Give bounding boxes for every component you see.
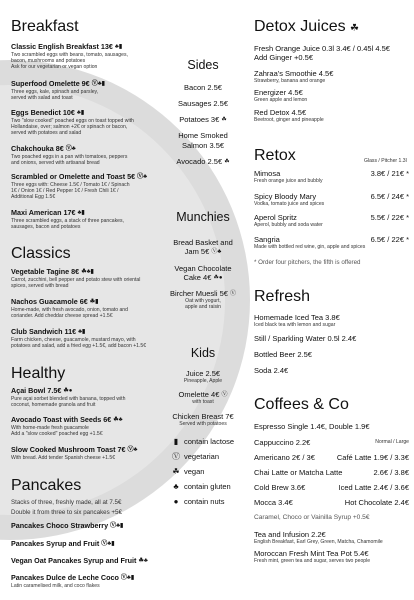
menu-item: Bottled Beer 2.5€ xyxy=(254,350,312,359)
menu-item xyxy=(11,416,123,437)
side-item: Bacon 2.5€ xyxy=(184,83,222,92)
wheat-icon: ♣ xyxy=(126,575,131,581)
wheat-icon: ♣ xyxy=(116,523,121,529)
menu-item xyxy=(254,213,409,228)
item-desc: Hollandaise, over; salmon +2€ or spinach or bacon, xyxy=(11,123,128,130)
leaf-icon: ☘ xyxy=(63,388,69,394)
item-name: Nachos Guacamole 6€ xyxy=(11,297,88,307)
item-desc: Latin caramelised milk, and coco flakes xyxy=(11,583,100,589)
syrup-extras: Caramel, Choco or Vainilla Syrup +0.5€ xyxy=(254,514,370,521)
milk-bottle-icon: ▮ xyxy=(118,44,123,50)
v-circle-icon: Ⓥ xyxy=(211,248,218,255)
item-name: Scrambled or Omelette and Toast 5€ xyxy=(11,172,136,182)
menu-item xyxy=(11,43,128,70)
menu-item xyxy=(254,44,390,62)
item-desc: spices, served with bread xyxy=(11,282,69,289)
milk-bottle-icon: ▮ xyxy=(130,575,135,581)
nut-icon: ● xyxy=(218,274,223,281)
wheat-icon: ♣ xyxy=(143,558,148,564)
item-desc: With bread. Add tender Spanish cheese +1.5€ xyxy=(11,454,116,461)
item-name: Hot Chocolate 2.4€ xyxy=(344,498,409,507)
menu-item xyxy=(11,540,115,549)
healthy-title: Healthy xyxy=(11,365,66,382)
legend-label: contain lactose xyxy=(184,437,235,446)
item-desc: Three scrambled eggs, a stack of three pancakes, xyxy=(11,217,124,224)
munchie-item: Bread Basket and xyxy=(173,238,233,247)
item-price: 6.5€ / 22€ * xyxy=(370,235,409,244)
item-desc: Two scrambled eggs with beans, tomato, sausages, xyxy=(11,51,128,58)
menu-item xyxy=(254,438,409,447)
wheat-icon: ♣ xyxy=(217,248,222,255)
item-price: 6.5€ / 24€ * xyxy=(370,192,409,201)
pancakes-title: Pancakes xyxy=(11,477,82,494)
wheat-icon: ♣ xyxy=(97,81,102,87)
item-desc: Aperol, bubbly and soda water xyxy=(254,222,323,228)
menu-item xyxy=(11,328,146,349)
item-desc: coriander. Add cheddar cheese spread +1.5€ xyxy=(11,312,113,319)
item-name: Avocado Toast with Seeds 6€ xyxy=(11,415,112,425)
item-name: Tea and Infusion 2.2€ xyxy=(254,530,326,539)
item-name: Homemade Iced Tea 3.8€ xyxy=(254,313,340,322)
item-desc: With home-made fresh guacamole xyxy=(11,424,89,431)
v-circle-icon: Ⓥ xyxy=(221,391,228,398)
v-circle-icon: Ⓥ xyxy=(120,575,127,581)
legend-item xyxy=(171,452,219,461)
menu-item xyxy=(254,235,409,250)
item-desc: Additional Egg 1.5€ xyxy=(11,193,56,200)
leaf-icon: ☘ xyxy=(350,23,360,34)
menu-item: Espresso Single 1.4€, Double 1.9€ xyxy=(254,422,370,431)
leaf-icon: ☘ xyxy=(138,558,144,564)
milk-bottle-icon: ▮ xyxy=(81,210,85,216)
item-name: Moroccan Fresh Mint Tea Pot 5.4€ xyxy=(254,549,369,558)
munchie-item: Vegan Chocolate xyxy=(174,264,232,273)
legend-item xyxy=(171,467,204,476)
menu-item xyxy=(254,169,409,184)
wheat-icon: ♣ xyxy=(173,482,179,491)
milk-bottle-icon: ▮ xyxy=(173,437,179,446)
wheat-icon: ♣ xyxy=(143,174,148,180)
menu-item xyxy=(11,173,147,200)
wheat-icon: ♣ xyxy=(77,210,82,216)
pancakes-intro-line: Stacks of three, freshly made, all at 7.5€ xyxy=(11,499,122,506)
item-name: Café Latte 1.9€ / 3.3€ xyxy=(336,453,409,462)
item-name: Jam 5€ xyxy=(184,247,210,256)
menu-item xyxy=(11,145,127,166)
item-desc: Served with potatoes xyxy=(179,421,227,427)
item-desc: Add Ginger +0.5€ xyxy=(254,53,314,62)
nut-icon: ● xyxy=(173,497,179,506)
legend-label: vegan xyxy=(184,467,205,476)
item-name: Omelette 4€ xyxy=(178,390,220,399)
milk-bottle-icon: ▮ xyxy=(80,110,85,116)
menu-item xyxy=(254,69,333,84)
item-name: Bircher Muesli 5€ xyxy=(169,289,228,298)
item-desc: Add a "slow cooked" poached egg +1.5€ xyxy=(11,430,103,437)
item-desc: Green apple and lemon xyxy=(254,97,308,103)
item-desc: Home-made, with fresh avocado, onion, tomato and xyxy=(11,306,128,313)
menu-item xyxy=(11,557,148,566)
v-circle-icon: Ⓥ xyxy=(65,146,72,152)
v-circle-icon: Ⓥ xyxy=(127,447,134,453)
coffees-title: Coffees & Co xyxy=(254,396,349,413)
item-desc: bacon, mushrooms and potatoes xyxy=(11,57,86,64)
menu-item xyxy=(11,522,123,531)
item-name: Club Sandwich 11€ xyxy=(11,327,77,337)
item-name: Chakchouka 8€ xyxy=(11,144,64,154)
kids-item: Chicken Breast 7€ xyxy=(172,412,234,421)
detox-title: Detox Juices xyxy=(254,18,346,35)
pancakes-intro-line: Double it from three to six pancakes +5€ xyxy=(11,509,122,516)
wheat-icon: ♣ xyxy=(78,329,83,335)
breakfast-title: Breakfast xyxy=(11,18,79,35)
milk-bottle-icon: ▮ xyxy=(120,523,124,529)
item-name: Aperol Spritz xyxy=(254,213,297,222)
item-price: 5.5€ / 22€ * xyxy=(370,213,409,222)
retox-note: * Order four pitchers, the fifth is offered xyxy=(254,259,361,266)
classics-title: Classics xyxy=(11,245,71,262)
item-desc: Ask for our vegetarian or vegan option xyxy=(11,63,98,70)
leaf-icon: ☘ xyxy=(89,299,96,305)
item-name: Cappuccino 2.2€ xyxy=(254,438,311,447)
munchies-title: Munchies xyxy=(176,210,230,224)
item-name: Iced Latte 2.4€ / 3.6€ xyxy=(338,483,409,492)
pancakes-intro xyxy=(11,498,122,518)
munchie-item xyxy=(163,247,243,257)
item-name: Pancakes Choco Strawberry xyxy=(11,521,109,531)
item-name: Superfood Omelette 9€ xyxy=(11,79,90,89)
item-name: Maxi American 17€ xyxy=(11,208,76,218)
menu-item: Soda 2.4€ xyxy=(254,366,289,375)
legend-item xyxy=(171,497,224,506)
menu-item xyxy=(11,209,124,230)
item-name: Classic English Breakfast 13€ xyxy=(11,42,113,52)
nut-icon: ● xyxy=(68,388,73,394)
item-name: Pancakes Dulce de Leche Coco xyxy=(11,573,119,583)
leaf-icon: ☘ xyxy=(81,269,87,275)
item-name: Mimosa xyxy=(254,169,281,178)
retox-title: Retox xyxy=(254,147,296,164)
item-desc: served with potatoes and salad xyxy=(11,129,82,136)
wheat-icon: ♣ xyxy=(114,44,119,50)
kids-item: Juice 2.5€ xyxy=(185,369,221,378)
item-name: Red Detox 4.5€ xyxy=(254,108,307,117)
menu-item xyxy=(11,574,134,583)
menu-item xyxy=(254,549,370,564)
menu-item xyxy=(254,483,409,492)
item-desc: Pineapple, Apple xyxy=(183,378,223,384)
kids-title: Kids xyxy=(190,346,216,360)
item-desc: English Breakfast, Earl Grey, Green, Matcha, Chamomile xyxy=(254,539,383,545)
item-desc: Made with bottled red wine, gin, apple and spices xyxy=(254,244,366,250)
menu-item xyxy=(254,453,409,462)
v-circle-icon: Ⓥ xyxy=(110,523,117,529)
menu-item xyxy=(11,109,134,136)
legend-item xyxy=(171,482,231,491)
legend-label: contain nuts xyxy=(184,497,225,506)
item-name: Americano 2€ / 3€ xyxy=(254,453,315,462)
menu-item xyxy=(254,530,383,545)
menu-item xyxy=(11,298,128,319)
menu-item xyxy=(254,108,324,123)
size-labels: Normal / Large xyxy=(375,439,409,445)
milk-bottle-icon: ▮ xyxy=(101,81,105,87)
item-desc: 1€ / Onion 1€ / Red Pepper 1€ / Fresh Chili 1€ / xyxy=(11,187,119,194)
menu-item xyxy=(11,80,105,101)
item-desc: Three eggs, kale, spinach and parsley, xyxy=(11,88,99,95)
menu-item xyxy=(11,268,140,289)
wheat-icon: ♣ xyxy=(133,447,138,453)
wheat-icon: ♣ xyxy=(76,110,81,116)
item-desc: Farm chicken, cheese, guacamole, mustard mayo, with xyxy=(11,336,136,343)
item-price: 3.8€ / 21€ * xyxy=(370,169,409,178)
menu-item xyxy=(254,498,409,507)
wheat-icon: ♣ xyxy=(86,269,91,275)
legend-label: vegetarian xyxy=(184,452,220,461)
item-name: Cake 4€ xyxy=(183,273,212,282)
milk-bottle-icon: ▮ xyxy=(90,269,94,275)
milk-bottle-icon: ▮ xyxy=(111,541,115,547)
item-desc: with toast xyxy=(192,399,214,405)
item-desc: Fresh mint, green tea and sugar, serves two people xyxy=(254,558,371,564)
item-name: Potatoes 3€ xyxy=(179,115,220,124)
item-name: Slow Cooked Mushroom Toast 7€ xyxy=(11,445,126,455)
legend-label: contain gluten xyxy=(184,482,231,491)
retox-column-header: Glass / Pitcher 1.3l xyxy=(364,158,407,164)
menu-item xyxy=(254,313,340,328)
refresh-title: Refresh xyxy=(254,288,311,305)
legend-item xyxy=(171,437,234,446)
item-name: Açai Bowl 7.5€ xyxy=(11,386,62,396)
item-desc: and onions, served with artisanal bread xyxy=(11,159,100,166)
menu-item xyxy=(254,468,409,477)
item-price: 2.6€ / 3.8€ xyxy=(373,468,409,477)
wheat-icon: ♣ xyxy=(118,417,123,423)
v-circle-icon: Ⓥ xyxy=(172,452,180,461)
item-desc: Carrot, zucchini, bell pepper and potato stew with oriental xyxy=(11,276,141,283)
leaf-icon: ☘ xyxy=(213,274,219,281)
leaf-icon: ☘ xyxy=(113,417,119,423)
item-desc: Two "slow cooked" poached eggs on toast topped with xyxy=(11,117,134,124)
item-name: Vegetable Tagine 8€ xyxy=(11,267,80,277)
item-desc: Iced black tea with lemon and sugar xyxy=(254,322,336,328)
milk-bottle-icon: ▮ xyxy=(95,299,99,305)
menu-item xyxy=(11,387,125,408)
v-circle-icon: Ⓥ xyxy=(137,174,144,180)
wheat-icon: ♣ xyxy=(107,541,112,547)
item-desc: coconut, homemade granola and fruit xyxy=(11,401,96,408)
menu-item xyxy=(254,88,307,103)
item-desc: apple and raisin xyxy=(185,304,221,310)
item-desc: Vodka, tomato juice and spices xyxy=(254,201,325,207)
v-circle-icon: Ⓥ xyxy=(101,541,108,547)
milk-bottle-icon: ▮ xyxy=(82,329,86,335)
wheat-icon: ♣ xyxy=(71,146,76,152)
leaf-icon: ☘ xyxy=(221,116,227,123)
menu-item xyxy=(254,192,409,207)
item-name: Zahraa's Smoothie 4.5€ xyxy=(254,69,334,78)
item-name: Sangria xyxy=(254,235,280,244)
item-desc: served with salad and toast xyxy=(11,94,73,101)
leaf-icon: ☘ xyxy=(172,467,180,476)
item-name: Energizer 4.5€ xyxy=(254,88,303,97)
item-name: Fresh Orange Juice 0.3l 3.4€ / 0.45l 4.5€ xyxy=(254,44,390,53)
item-desc: Pure açai sorbet blended with banana, topped with xyxy=(11,395,126,402)
item-name: Cold Brew 3.6€ xyxy=(254,483,306,492)
item-desc: Beetroot, ginger and pineapple xyxy=(254,117,324,123)
leaf-icon: ☘ xyxy=(224,158,230,165)
item-desc: Strawberry, banana and orange xyxy=(254,78,326,84)
v-circle-icon: Ⓥ xyxy=(91,81,98,87)
item-desc: potatoes and salad, add a fried egg +1.5€, add bacon +1.5€ xyxy=(11,342,147,349)
side-item: Salmon 3.5€ xyxy=(181,141,225,150)
item-name: Eggs Benedict 10€ xyxy=(11,108,75,118)
menu-item: Still / Sparkling Water 0.5l 2.4€ xyxy=(254,334,357,343)
side-item xyxy=(163,115,243,125)
item-name: Pancakes Syrup and Fruit xyxy=(11,539,100,549)
item-name: Spicy Bloody Mary xyxy=(254,192,317,201)
item-desc: Oat with yogurt, xyxy=(185,298,221,304)
item-name: Vegan Oat Pancakes Syrup and Fruit xyxy=(11,556,137,566)
item-name: Mocca 3.4€ xyxy=(254,498,293,507)
item-desc: Three eggs with: Cheese 1.5€ / Tomato 1€ / Spinach xyxy=(11,181,130,188)
v-circle-icon: Ⓥ xyxy=(230,290,237,297)
side-item: Sausages 2.5€ xyxy=(177,99,229,108)
side-item xyxy=(163,157,243,167)
item-desc: Fresh orange juice and bubbly xyxy=(254,178,323,184)
munchie-item xyxy=(163,273,243,283)
item-desc: sausages, bacon and potatoes xyxy=(11,223,81,230)
menu-item xyxy=(11,446,137,461)
item-name: Chai Latte or Matcha Latte xyxy=(254,468,343,477)
item-name: Avocado 2.5€ xyxy=(176,157,223,166)
side-item: Home Smoked xyxy=(178,131,228,140)
item-desc: Two poached eggs in a pan with tomatoes, peppers xyxy=(11,153,128,160)
sides-title: Sides xyxy=(187,58,219,72)
